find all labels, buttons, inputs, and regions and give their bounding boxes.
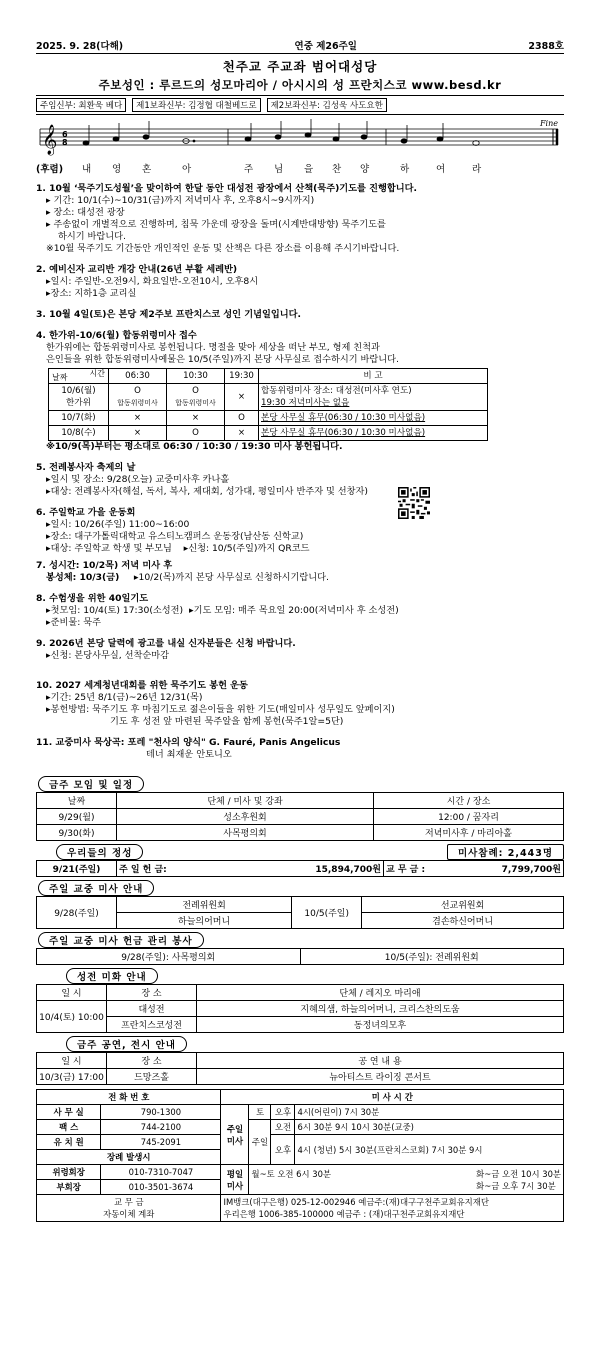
- notice-line: 기도 후 성전 앞 마련된 묵주알을 함께 봉헌(묵주1알=5단): [110, 716, 344, 727]
- cash-table: 9/28(주일): 사목평의회 10/5(주일): 전례위원회: [36, 948, 564, 965]
- table-row: 9/29(월) 성소후원회 12:00 / 꿈자리: [37, 809, 564, 825]
- notice-line: 테너 최재운 안토니오: [146, 749, 232, 760]
- pastor: 주임신부: 최환욱 베다: [36, 98, 126, 112]
- notice-line: ▸일시: 주일반-오전9시, 화요일반-오전10시, 오후8시: [46, 276, 259, 287]
- col-header: 19:30: [225, 369, 259, 384]
- offering-heading: 우리들의 정성: [56, 844, 143, 860]
- meetings-heading: 금주 모임 및 일정: [38, 776, 144, 792]
- qr-code-icon[interactable]: [398, 487, 430, 519]
- staff-svg: [36, 119, 564, 161]
- mass-guide-heading: 주일 교중 미사 안내: [38, 880, 154, 896]
- memorial-mass-table: [48, 368, 488, 441]
- notice-line: ▸신청: 본당사무실, 선착순마감: [46, 650, 169, 661]
- notice-line: ▸첫모임: 10/4(토) 17:30(소성전) ▸기도 모임: 매주 목요일 20:00(저녁미사 후 소성전): [46, 605, 399, 616]
- notice-10-title: 10. 2027 세계청년대회를 위한 묵주기도 봉헌 운동: [36, 680, 248, 691]
- notice-4-title: 4. 한가위-10/6(월) 합동위령미사 접수: [36, 330, 197, 341]
- corner-cell: 시간 날짜: [49, 369, 109, 384]
- notice-line: ▸ 기간: 10/1(수)~10/31(금)까지 저녁미사 후, 오후8시~9시까지): [46, 195, 315, 206]
- notice-8-title: 8. 수험생을 위한 40일기도: [36, 593, 149, 604]
- table-row: 10/6(월) 한가위 O 합동위령미사 O 합동위령미사 × 합동위령미사 장소: 대성전(미사후 연도) 19:30 저녁미사는 없음: [49, 384, 488, 411]
- mass-guide-table: 9/28(주일) 전례위원회 10/5(주일) 선교위원회 하늘의어머니 겸손하신어머니: [36, 896, 564, 929]
- notice-line: ▸대상: 주일학교 학생 및 부모님 ▸신청: 10/5(주일)까지 QR코드: [46, 543, 310, 554]
- notice-line: ※10월 묵주기도 기간동안 개인적인 운동 및 산책은 다른 장소를 이용해 주시기바랍니다.: [46, 243, 400, 254]
- assistant-1: 제1보좌신부: 김정협 대철베드로: [132, 98, 260, 112]
- table-row: 10/8(수) × O × 본당 사무실 휴무(06:30 / 10:30 미사없음): [49, 426, 488, 441]
- notice-line: ▸대상: 전례봉사자(해설, 독서, 복사, 제대회, 성가대, 평일미사 반주자 및 선창자): [46, 486, 369, 497]
- notice-line: 은인들을 위한 합동위령미사예물은 10/5(주일)까지 본당 사무실로 접수하시기 바랍니다.: [46, 354, 399, 365]
- notice-line: ▸장소: 지하1층 교리실: [46, 288, 137, 299]
- notice-line: 봉성체: 10/3(금) ▸10/2(목)까지 본당 사무실로 신청하시기랍니다.: [46, 572, 329, 583]
- notice-line: 한가위에는 합동위령미사로 봉헌됩니다. 명절을 맞아 세상을 떠난 부모, 형제 친척과: [46, 342, 380, 353]
- col-header: 비 고: [259, 369, 488, 384]
- svg-text:6: 6: [62, 130, 68, 139]
- lyric-syllable: 혼: [142, 164, 152, 175]
- notice-5-title: 5. 전례봉사자 축제의 날: [36, 462, 136, 473]
- notice-line: ▸일시 및 장소: 9/28(오늘) 교중미사후 카나홀: [46, 474, 230, 485]
- svg-text:𝄞: 𝄞: [42, 125, 58, 155]
- header-line: [36, 38, 564, 54]
- notice-line: ▸일시: 10/26(주일) 11:00~16:00: [46, 519, 190, 530]
- contact-mass-table: 전 화 번 호 미 사 시 간 사 무 실 790-1300 주일 미사 토 오후 4시(어린이) 7시 30분 팩 스 744-2100 주일 오전 6시 30분 9시 10시 30분(교중) 유 치 원 745-2091 오후 4시 (청년) 5시 30분(프란치스코회) 7시 30분 9시 장례 발생시 위령회장 010-7310-7047 평일 미사 월~토 오전 6시 30분 화~금 오전 10시 30분 화~금 오후 7시 30분 부회장 010-3501-3674 교 무 금 자동이체 계좌 IM뱅크(대구은행) 025-12-002946 예금주:(재)대구구천주교회유지재단 우리은행 1006-385-100000 예금주 : (재)대구천주교회유지재단: [36, 1089, 564, 1222]
- table-row: 10/7(화) × × O 본당 사무실 휴무(06:30 / 10:30 미사없음): [49, 411, 488, 426]
- assistant-2: 제2보좌신부: 김성욱 사도요한: [267, 98, 387, 112]
- lyric-syllable: 여: [436, 164, 446, 175]
- flower-table: 일 시 장 소 단체 / 레지오 마리애 10/4(토) 10:00 대성전 지혜의샘, 하늘의어머니, 크리스찬의도움 프란치스코성전 동정녀의모후: [36, 984, 564, 1033]
- bulletin-page: [36, 38, 564, 1222]
- notice-1-title: 1. 10월 ‘묵주기도성월’을 맞이하여 한달 동안 대성전 광장에서 산책(묵주)기도를 진행합니다.: [36, 183, 417, 194]
- priests-line: [36, 98, 564, 115]
- notice-6-title: 6. 주일학교 가을 운동회: [36, 507, 136, 518]
- notice-line: 하시기 바랍니다.: [58, 231, 126, 242]
- notice-line: ▸준비물: 묵주: [46, 617, 102, 628]
- notice-line: ▸기간: 25년 8/1(금)~26년 12/31(목): [46, 692, 203, 703]
- lyric-syllable: 을: [304, 164, 314, 175]
- notice-line: ▸장소: 대구가톨릭대학교 유스티노캠퍼스 운동장(남산동 신학교): [46, 531, 304, 542]
- refrain-label: (후렴): [36, 164, 64, 175]
- col-header: 10:30: [167, 369, 225, 384]
- notice-line: ▸ 주송없이 개별적으로 진행하며, 침묵 가운데 광장을 돌며(시계반대방향) 묵주기도를: [46, 219, 386, 230]
- notice-line: ▸봉헌방법: 묵주기도 후 마침기도로 젊은이들을 위한 기도(매일미사 성무일도 앞페이지): [46, 704, 395, 715]
- publisher-line: 주보성인 : 루르드의 성모마리아 / 아시시의 성 프란치스코 www.besd.kr: [36, 77, 564, 96]
- notice-footnote: ※10/9(목)부터는 평소대로 06:30 / 10:30 / 19:30 미사 봉헌됩니다.: [46, 441, 343, 452]
- meetings-table: 날짜 단체 / 미사 및 강좌 시간 / 장소 9/29(월) 성소후원회 12:00 / 꿈자리 9/30(화) 사목평의회 저녁미사후 / 마리아홀: [36, 792, 564, 841]
- music-staff: [36, 119, 564, 177]
- table-row: 10/4(토) 10:00 대성전 지혜의샘, 하늘의어머니, 크리스찬의도움: [37, 1001, 564, 1017]
- lyric-syllable: 라: [472, 164, 482, 175]
- notice-11-title: 11. 교중미사 묵상곡: 포레 "천사의 양식" G. Fauré, Panis Angelicus: [36, 737, 341, 748]
- notice-3-title: 3. 10월 4일(토)은 본당 제2주보 프란치스코 성인 기념일입니다.: [36, 309, 301, 320]
- lyric-syllable: 내: [82, 164, 92, 175]
- fine-marking: Fine: [540, 119, 558, 128]
- table-row: 9/30(화) 사목평의회 저녁미사후 / 마리아홀: [37, 825, 564, 841]
- show-heading: 금주 공연, 전시 안내: [66, 1036, 187, 1052]
- lyric-syllable: 찬: [332, 164, 342, 175]
- notice-line: ▸ 장소: 대성전 광장: [46, 207, 125, 218]
- attendance-badge: 미사참례: 2,443명: [447, 844, 564, 860]
- svg-text:8: 8: [62, 138, 68, 147]
- table-row: 프란치스코성전 동정녀의모후: [37, 1017, 564, 1033]
- lyric-syllable: 주: [244, 164, 254, 175]
- lyric-syllable: 아: [182, 164, 192, 175]
- issue-number: 2388호: [528, 41, 564, 52]
- cash-heading: 주일 교중 미사 헌금 관리 봉사: [38, 932, 204, 948]
- col-header: 06:30: [109, 369, 167, 384]
- liturgical-season: 연중 제26주일: [294, 41, 357, 52]
- issue-date: 2025. 9. 28(다해): [36, 41, 124, 52]
- notice-7-title: 7. 성시간: 10/2목) 저녁 미사 후: [36, 560, 173, 571]
- show-table: 일 시 장 소 공 연 내 용 10/3(금) 17:00 드망즈홀 뉴아티스트 라이징 콘서트: [36, 1052, 564, 1085]
- offering-table: 9/21(주일) 주 일 헌 금: 15,894,700원 교 무 금 : 7,799,700원: [36, 860, 564, 877]
- notice-9-title: 9. 2026년 본당 달력에 광고를 내실 신자분들은 신청 바랍니다.: [36, 638, 296, 649]
- lyric-syllable: 영: [112, 164, 122, 175]
- lyric-syllable: 님: [274, 164, 284, 175]
- parish-title: 천주교 주교좌 범어대성당: [222, 59, 378, 74]
- table-row: 10/3(금) 17:00 드망즈홀 뉴아티스트 라이징 콘서트: [37, 1069, 564, 1085]
- notice-2-title: 2. 예비신자 교리반 개강 안내(26년 부활 세례반): [36, 264, 238, 275]
- flower-heading: 성전 미화 안내: [66, 968, 158, 984]
- notices: [36, 183, 564, 761]
- lyric-syllable: 하: [400, 164, 410, 175]
- lyric-syllable: 양: [360, 164, 370, 175]
